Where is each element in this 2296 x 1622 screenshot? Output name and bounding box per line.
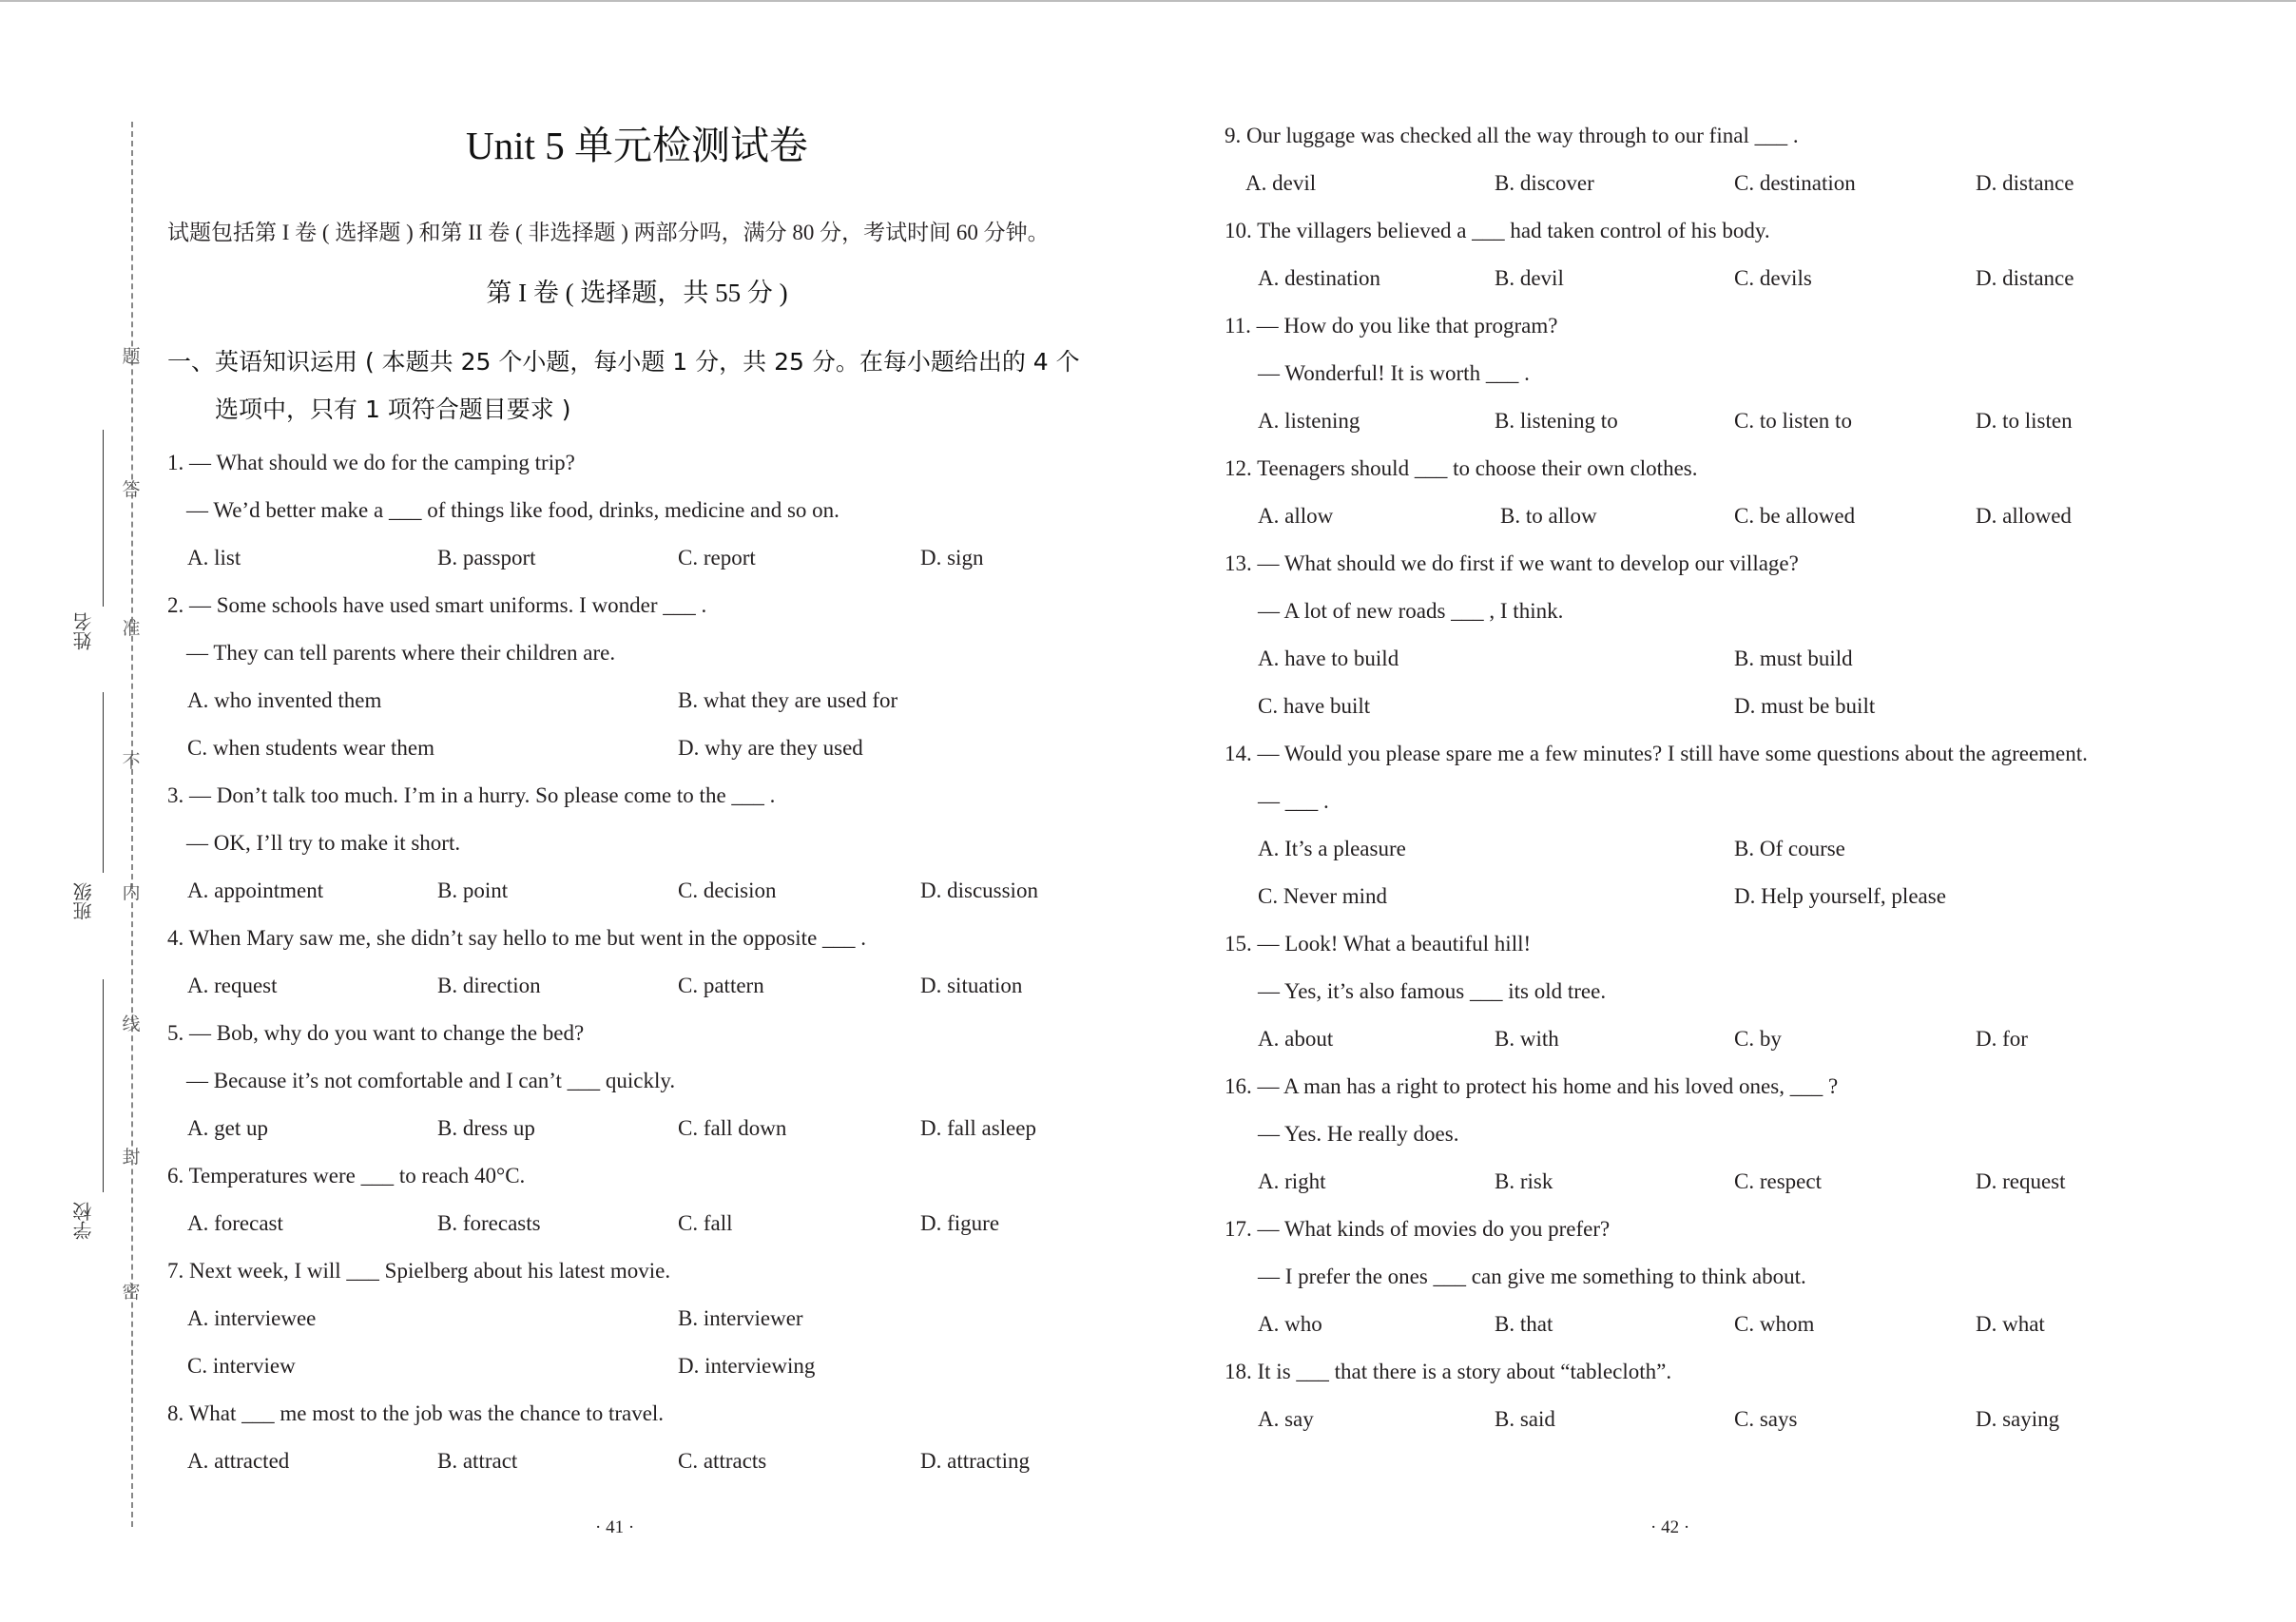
question-stem: 1. — What should we do for the camping trip? [167, 451, 575, 474]
option-a[interactable]: A. say [1258, 1407, 1314, 1431]
question-stem: 10. The villagers believed a ___ had taken control of his body. [1225, 219, 1770, 242]
question-stem: — A lot of new roads ___ , I think. [1258, 599, 1564, 623]
question-stem: 15. — Look! What a beautiful hill! [1225, 932, 1532, 956]
option-d[interactable]: D. allowed [1976, 504, 2072, 528]
option-c[interactable]: C. pattern [678, 974, 764, 997]
option-c[interactable]: C. attracts [678, 1449, 767, 1473]
option-c[interactable]: C. fall [678, 1211, 733, 1235]
option-d[interactable]: D. why are they used [678, 736, 863, 760]
page-title: Unit 5 单元检测试卷 [466, 124, 808, 167]
binding-dashed-line [131, 122, 133, 1527]
option-d[interactable]: D. to listen [1976, 409, 2073, 433]
option-c[interactable]: C. by [1734, 1027, 1782, 1051]
section-heading-line: 选项中，只有 1 项符合题目要求 ) [215, 396, 571, 423]
option-a[interactable]: A. about [1258, 1027, 1334, 1051]
seal-char: 答 [122, 480, 141, 500]
question-stem: 6. Temperatures were ___ to reach 40°C. [167, 1164, 526, 1188]
question-stem: 2. — Some schools have used smart uniforms. I wonder ___ . [167, 593, 707, 617]
name-field-line[interactable] [103, 430, 104, 607]
option-b[interactable]: B. passport [437, 546, 536, 570]
question-stem: 17. — What kinds of movies do you prefer? [1225, 1217, 1611, 1241]
option-b[interactable]: B. discover [1495, 171, 1594, 195]
option-c[interactable]: C. report [678, 546, 756, 570]
option-b[interactable]: B. what they are used for [678, 688, 898, 712]
option-c[interactable]: C. to listen to [1734, 409, 1852, 433]
option-b[interactable]: B. to allow [1500, 504, 1597, 528]
question-stem: — I prefer the ones ___ can give me something to think about. [1258, 1265, 1806, 1288]
option-a[interactable]: A. who invented them [187, 688, 382, 712]
option-b[interactable]: B. with [1495, 1027, 1559, 1051]
question-stem: — OK, I’ll try to make it short. [186, 831, 461, 855]
option-b[interactable]: B. direction [437, 974, 541, 997]
question-stem: — Because it’s not comfortable and I can’t ___ quickly. [186, 1069, 676, 1092]
page-number: · 41 · [595, 1517, 635, 1537]
option-a[interactable]: A. list [187, 546, 241, 570]
option-d[interactable]: D. discussion [920, 879, 1038, 902]
seal-char: 密 [122, 1283, 141, 1303]
option-b[interactable]: B. interviewer [678, 1306, 803, 1330]
option-d[interactable]: D. attracting [920, 1449, 1030, 1473]
question-stem: — Yes, it’s also famous ___ its old tree. [1258, 979, 1607, 1003]
option-d[interactable]: D. Help yourself, please [1734, 884, 1946, 908]
question-stem: — Wonderful! It is worth ___ . [1258, 361, 1530, 385]
option-d[interactable]: D. sign [920, 546, 984, 570]
question-stem: 14. — Would you please spare me a few minutes? I still have some questions about the agreement. [1225, 742, 2088, 765]
option-b[interactable]: B. attract [437, 1449, 518, 1473]
option-d[interactable]: D. saying [1976, 1407, 2060, 1431]
option-b[interactable]: B. forecasts [437, 1211, 541, 1235]
option-b[interactable]: B. that [1495, 1312, 1553, 1336]
volume-heading: 第 I 卷 ( 选择题，共 55 分 ) [486, 279, 788, 307]
exam-instructions: 试题包括第 I 卷 ( 选择题 ) 和第 II 卷 ( 非选择题 ) 两部分吗，满分 80 分，考试时间 60 分钟。 [167, 221, 1050, 244]
option-d[interactable]: D. distance [1976, 171, 2074, 195]
option-a[interactable]: A. have to build [1258, 647, 1399, 670]
section-heading-line: 一、英语知识运用 ( 本题共 25 个小题，每小题 1 分，共 25 分。在每小题给出的 4 个 [167, 348, 1080, 376]
option-d[interactable]: D. must be built [1734, 694, 1876, 718]
option-b[interactable]: B. listening to [1495, 409, 1618, 433]
option-c[interactable]: C. respect [1734, 1169, 1822, 1193]
option-b[interactable]: B. Of course [1734, 837, 1845, 860]
seal-char: 不 [122, 752, 141, 772]
seal-char: 准 [122, 619, 141, 639]
question-stem: 5. — Bob, why do you want to change the bed? [167, 1021, 585, 1045]
option-a[interactable]: A. appointment [187, 879, 324, 902]
option-c[interactable]: C. interview [187, 1354, 296, 1378]
option-d[interactable]: D. what [1976, 1312, 2045, 1336]
option-c[interactable]: C. decision [678, 879, 777, 902]
class-label: 班级 [74, 882, 95, 920]
option-a[interactable]: A. devil [1245, 171, 1317, 195]
option-a[interactable]: A. who [1258, 1312, 1322, 1336]
question-stem: — We’d better make a ___ of things like food, drinks, medicine and so on. [186, 498, 839, 522]
option-b[interactable]: B. risk [1495, 1169, 1553, 1193]
seal-char: 题 [122, 347, 141, 367]
option-b[interactable]: B. said [1495, 1407, 1555, 1431]
option-c[interactable]: C. fall down [678, 1116, 787, 1140]
question-stem: 11. — How do you like that program? [1225, 314, 1558, 338]
page-number: · 42 · [1650, 1517, 1690, 1537]
option-d[interactable]: D. interviewing [678, 1354, 816, 1378]
option-a[interactable]: A. It’s a pleasure [1258, 837, 1406, 860]
class-field-line[interactable] [103, 692, 104, 873]
option-c[interactable]: C. Never mind [1258, 884, 1388, 908]
question-stem: 7. Next week, I will ___ Spielberg about his latest movie. [167, 1259, 671, 1283]
option-a[interactable]: A. right [1258, 1169, 1326, 1193]
option-b[interactable]: B. devil [1495, 266, 1564, 290]
seal-char: 线 [122, 1014, 141, 1034]
option-c[interactable]: C. when students wear them [187, 736, 434, 760]
option-d[interactable]: D. distance [1976, 266, 2074, 290]
question-stem: — Yes. He really does. [1258, 1122, 1459, 1146]
seal-char: 内 [122, 883, 141, 903]
option-c[interactable]: C. destination [1734, 171, 1856, 195]
question-stem: 13. — What should we do first if we want to develop our village? [1225, 551, 1799, 575]
page-42 [1217, 0, 2168, 1622]
option-a[interactable]: A. attracted [187, 1449, 290, 1473]
option-d[interactable]: D. figure [920, 1211, 1000, 1235]
option-a[interactable]: A. get up [187, 1116, 268, 1140]
option-d[interactable]: D. request [1976, 1169, 2066, 1193]
question-stem: 3. — Don’t talk too much. I’m in a hurry. So please come to the ___ . [167, 783, 776, 807]
option-c[interactable]: C. says [1734, 1407, 1798, 1431]
option-c[interactable]: C. be allowed [1734, 504, 1856, 528]
option-b[interactable]: B. must build [1734, 647, 1853, 670]
option-a[interactable]: A. listening [1258, 409, 1360, 433]
option-d[interactable]: D. fall asleep [920, 1116, 1036, 1140]
question-stem: 18. It is ___ that there is a story about “tablecloth”. [1225, 1360, 1672, 1383]
option-a[interactable]: A. allow [1258, 504, 1334, 528]
option-c[interactable]: C. have built [1258, 694, 1371, 718]
question-stem: 4. When Mary saw me, she didn’t say hello to me but went in the opposite ___ . [167, 926, 867, 950]
option-a[interactable]: A. destination [1258, 266, 1381, 290]
seal-char: 封 [122, 1148, 141, 1168]
school-label: 学校 [74, 1202, 95, 1240]
question-stem: 16. — A man has a right to protect his home and his loved ones, ___ ? [1225, 1074, 1839, 1098]
question-stem: — They can tell parents where their children are. [186, 641, 616, 665]
option-c[interactable]: C. devils [1734, 266, 1812, 290]
question-stem: 12. Teenagers should ___ to choose their own clothes. [1225, 456, 1698, 480]
option-c[interactable]: C. whom [1734, 1312, 1815, 1336]
question-stem: — ___ . [1258, 789, 1329, 813]
option-a[interactable]: A. forecast [187, 1211, 283, 1235]
option-d[interactable]: D. situation [920, 974, 1023, 997]
name-label: 姓名 [74, 612, 95, 650]
option-d[interactable]: D. for [1976, 1027, 2028, 1051]
option-b[interactable]: B. dress up [437, 1116, 535, 1140]
page-41 [162, 0, 1112, 1622]
question-stem: 8. What ___ me most to the job was the chance to travel. [167, 1401, 665, 1425]
option-a[interactable]: A. interviewee [187, 1306, 317, 1330]
school-field-line[interactable] [103, 979, 104, 1192]
option-b[interactable]: B. point [437, 879, 509, 902]
section-heading [167, 338, 1080, 434]
question-stem: 9. Our luggage was checked all the way through to our final ___ . [1225, 124, 1799, 147]
option-a[interactable]: A. request [187, 974, 278, 997]
